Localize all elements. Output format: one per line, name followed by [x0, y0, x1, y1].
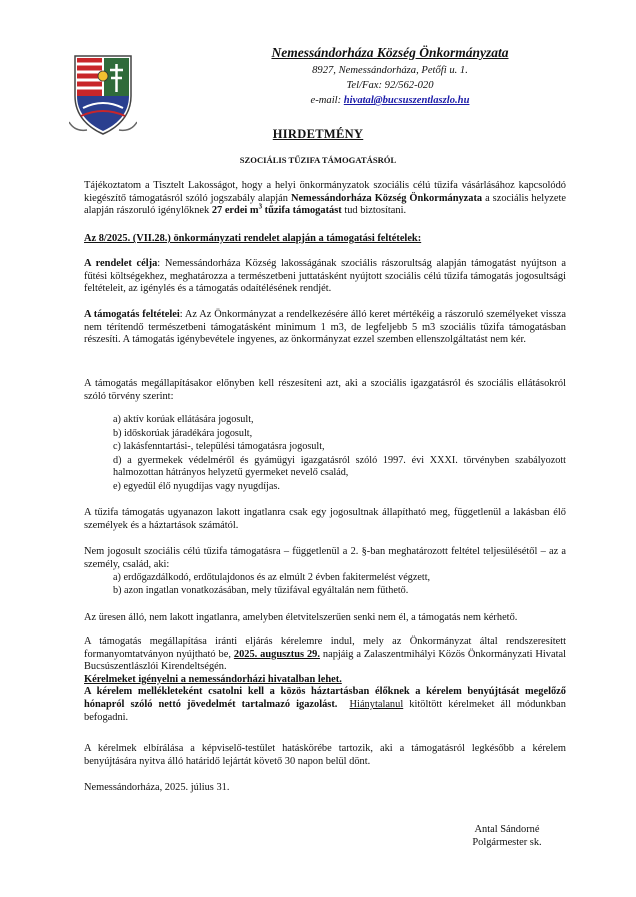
- signer-name: Antal Sándorné: [474, 824, 540, 835]
- list-item: a) erdőgazdálkodó, erdőtulajdonos és az elmúlt 2 évben fakitermelést végzett,: [113, 572, 431, 583]
- signer-role: Polgármester sk.: [472, 837, 542, 848]
- priority-intro: A támogatás megállapításakor előnyben kell részesíteni azt, aki a szociális igazgatásról és szociális ellátásokról szóló törvény szerint:: [84, 378, 566, 402]
- decree-heading: Az 8/2025. (VII.28.) önkormányzati rendelet alapján a támogatási feltételek:: [84, 233, 422, 244]
- intro-paragraph: Tájékoztatom a Tisztelt Lakosságot, hogy a helyi önkormányzatok szociális célú tűzifa vásárlásához kapcsolódó kiegészítő támogatásról szóló jogszabály alapján Nemessándorháza Község Önkormányzata a szociális helyzete alapján rászoruló igénylőknek 27 erdei $m^3$ tűzifa támogatást tud biztosítani.: [84, 180, 567, 217]
- address: 8927, Nemessándorháza, Petőfi u. 1.: [312, 65, 468, 76]
- page-subtitle: SZOCIÁLIS TŰZIFA TÁMOGATÁSRÓL: [239, 155, 397, 165]
- empty-property-paragraph: Az üresen álló, nem lakott ingatlanra, amelyben életvitelszerűen senki nem él, a támogatás nem kérhető.: [84, 612, 518, 623]
- place-date: Nemessándorháza, 2025. július 31.: [84, 782, 230, 793]
- email-line: [210, 93, 570, 108]
- email-link[interactable]: hivatal@bucsuszentlaszlo.hu: [343, 95, 470, 106]
- page-title: HIRDETMÉNY: [272, 127, 364, 141]
- not-eligible-intro: Nem jogosult szociális célú tűzifa támogatásra – függetlenül a 2. §-ban meghatározott feltétel teljesülésétől – az a személy, család, aki:: [84, 546, 566, 570]
- decision-paragraph: A kérelmek elbírálása a képviselő-testület hatáskörébe tartozik, aki a támogatásról legkésőbb a kérelem benyújtására nyitva álló határidő lejártát követő 30 napon belül dönt.: [84, 743, 566, 767]
- request-location-note: Kérelmeket igényelni a nemessándorházi hivatalban lehet.: [84, 673, 342, 685]
- one-per-property-paragraph: A tűzifa támogatás ugyanazon lakott ingatlanra csak egy jogosultnak állapítható meg, függetlenül a lakásban élő személyek és a háztartások számától.: [84, 507, 566, 531]
- organization-name: Nemessándorháza Község Önkormányzata: [271, 45, 509, 60]
- list-item: a) aktív korúak ellátására jogosult,: [113, 414, 254, 425]
- conditions-paragraph: A támogatás feltételei: Az Az Önkormányzat a rendelkezésére álló keret mértékéig a rászoruló személyeket vissza nem térítendő természetbeni támogatásként minimum 1 m3, de legfeljebb 5 m3 szociális tűzifa támogatásban részesíti. A támogatás igénybevétele ingyenes, az önkormányzat ezzel szemben ellenszolgáltatást nem kér.: [84, 309, 566, 346]
- priority-list: [113, 414, 566, 494]
- procedure-paragraph: A támogatás megállapítása iránti eljárás kérelemre indul, mely az Önkormányzat által rendszeresített formanyomtatványon nyújtható be, 2025. augusztus 29. napjáig a Zalaszentmihályi Közös Önkormányzati Hivatal Bucsúszentlászlói Kirendeltségén. Kérelmeket igényelni a nemessándorházi hivatalban lehet. A kérelem mellékleteként csatolni kell a közös háztartásban élőknek a kérelem benyújtását megelőző hónapról szóló nettó jövedelmét tartalmazó igazolást. Hiánytalanul kitöltött kérelmeket áll módunkban befogadni.: [84, 636, 566, 723]
- list-item: d) a gyermekek védelméről és gyámügyi igazgatásról szóló 1997. évi XXXI. törvényben szabályozott halmozottan hátrányos helyzetű gyermeket nevelő család,: [113, 454, 566, 479]
- list-item: c) lakásfenntartási-, települési támogatásra jogosult,: [113, 441, 325, 453]
- phone-fax: Tel/Fax: 92/562-020: [346, 80, 434, 91]
- list-item: b) azon ingatlan vonatkozásában, mely tűzifával egyáltalán nem fűthető.: [113, 584, 409, 596]
- not-eligible-list: [113, 572, 566, 597]
- aim-paragraph: A rendelet célja: Nemessándorháza Község lakosságának szociális rászorultság alapján támogatást nyújtson a fűtési költségekhez, meghatározza a természetbeni juttatásként nyújtott szociális célú tűzifa támogatás jogosultsági feltételeit, az igénylés és a támogatás odaítélésének rendjét.: [84, 258, 566, 295]
- email-label: e-mail:: [310, 95, 344, 106]
- signature-block: [452, 823, 562, 849]
- list-item: b) időskorúak járadékára jogosult,: [113, 427, 253, 439]
- coat-of-arms-icon: [69, 52, 137, 136]
- list-item: e) egyedül élő nyugdíjas vagy nyugdíjas.: [113, 480, 280, 492]
